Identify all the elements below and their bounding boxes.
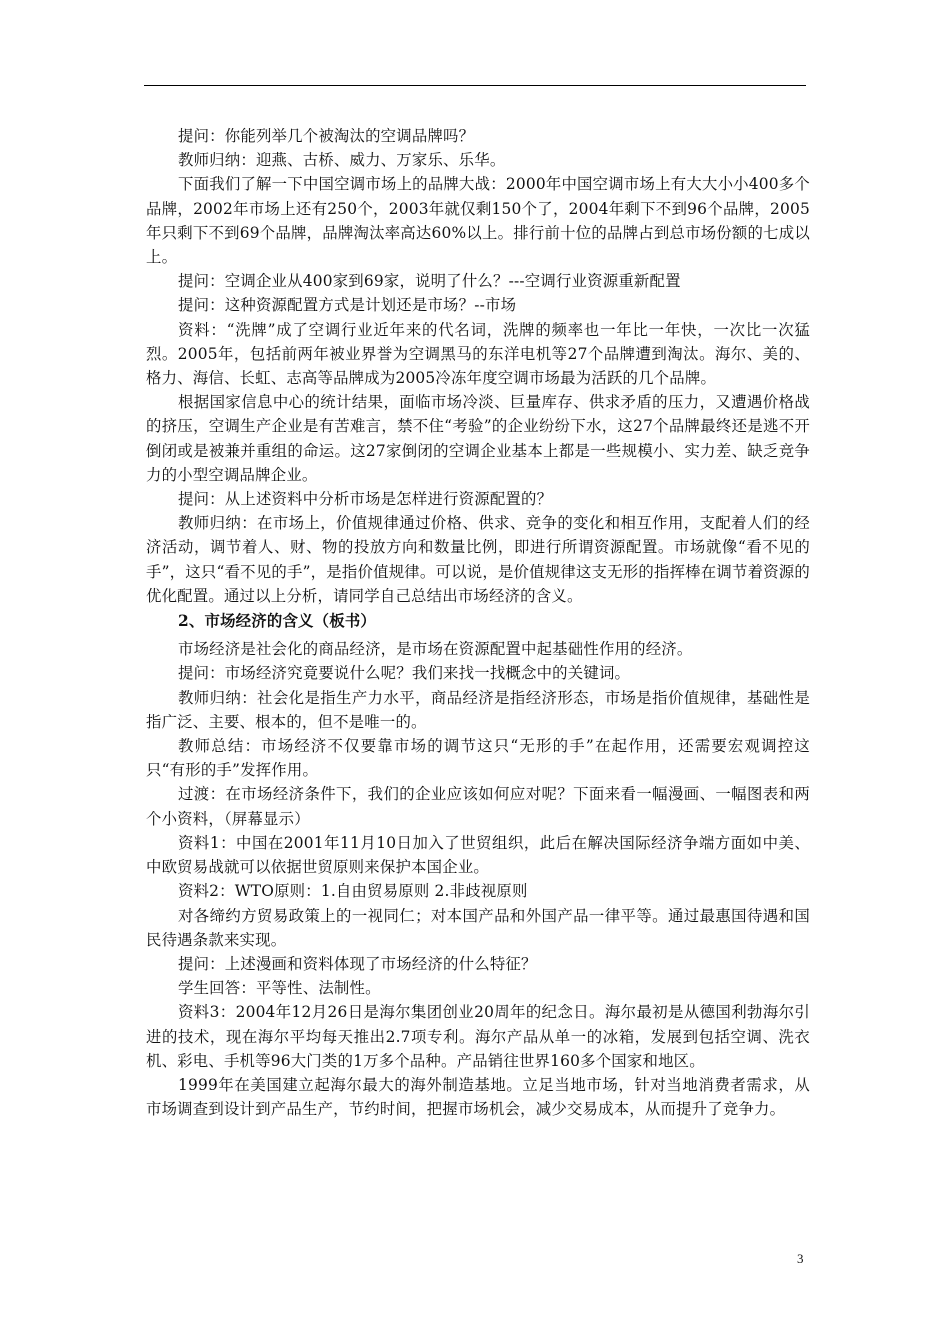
header-rule (144, 85, 806, 86)
paragraph: 教师归纳：社会化是指生产力水平，商品经济是指经济形态，市场是指价值规律，基础性是指广泛、主要、根本的，但不是唯一的。 (146, 688, 810, 731)
document-body (146, 124, 810, 1121)
paragraph: 学生回答：平等性、法制性。 (178, 979, 381, 998)
section-heading: 2、市场经济的含义（板书） (178, 612, 376, 631)
paragraph: 资料2：WTO原则：1.自由贸易原则 2.非歧视原则 (178, 882, 528, 901)
paragraph: 资料1：中国在2001年11月10日加入了世贸组织，此后在解决国际经济争端方面如中美、中欧贸易战就可以依据世贸原则来保护本国企业。 (146, 833, 810, 877)
paragraph: 提问：你能列举几个被淘汰的空调品牌吗？ (178, 127, 475, 145)
paragraph: 对各缔约方贸易政策上的一视同仁；对本国产品和外国产品一律平等。通过最惠国待遇和国民待遇条款来实现。 (146, 906, 810, 949)
paragraph: 教师总结：市场经济不仅要靠市场的调节这只“无形的手”在起作用，还需要宏观调控这只“有形的手”发挥作用。 (146, 737, 810, 780)
paragraph: 根据国家信息中心的统计结果，面临市场冷淡、巨量库存、供求矛盾的压力，又遭遇价格战的挤压，空调生产企业是有苦难言，禁不住“考验”的企业纷纷下水，这27个品牌最终还是逃不开倒闭或是被兼并重组的命运。这27家倒闭的空调企业基本上都是一些规模小、实力差、缺乏竞争力的小型空调品牌企业。 (146, 393, 810, 484)
paragraph: 提问：市场经济究竟要说什么呢？我们来找一找概念中的关键词。 (178, 664, 631, 683)
paragraph: 资料：“洗牌”成了空调行业近年来的代名词，洗牌的频率也一年比一年快，一次比一次猛烈。2005年，包括前两年被业界誉为空调黑马的东洋电机等27个品牌遭到淘汰。海尔、美的、格力、海信、长虹、志高等品牌成为2005冷冻年度空调市场最为活跃的几个品牌。 (146, 320, 810, 388)
paragraph: 提问：空调企业从400家到69家，说明了什么？---空调行业资源重新配置 (178, 272, 681, 291)
paragraph: 提问：上述漫画和资料体现了市场经济的什么特征？ (178, 954, 537, 973)
page-number: 3 (797, 1251, 804, 1266)
paragraph: 市场经济是社会化的商品经济，是市场在资源配置中起基础性作用的经济。 (178, 640, 693, 659)
paragraph: 教师归纳：在市场上，价值规律通过价格、供求、竞争的变化和相互作用，支配着人们的经济活动，调节着人、财、物的投放方向和数量比例，即进行所谓资源配置。市场就像“看不见的手”，这只“看不见的手”，是指价值规律。可以说，是价值规律这支无形的指挥棒在调节着资源的优化配置。通过以上分析，请同学自己总结出市场经济的含义。 (146, 514, 810, 605)
paragraph: 下面我们了解一下中国空调市场上的品牌大战：2000年中国空调市场上有大大小小400多个品牌，2002年市场上还有250个，2003年就仅剩150个了，2004年剩下不到96个品牌，2005年只剩下不到69个品牌，品牌淘汰率高达60%以上。排行前十位的品牌占到总市场份额的七成以上。 (146, 175, 810, 267)
paragraph: 提问：这种资源配置方式是计划还是市场？--市场 (178, 296, 517, 315)
paragraph: 1999年在美国建立起海尔最大的海外制造基地。立足当地市场，针对当地消费者需求，从市场调查到设计到产品生产，节约时间，把握市场机会，减少交易成本，从而提升了竞争力。 (146, 1075, 810, 1119)
paragraph: 提问：从上述资料中分析市场是怎样进行资源配置的？ (178, 490, 553, 509)
paragraph: 教师归纳：迎燕、古桥、威力、万家乐、乐华。 (178, 151, 506, 170)
paragraph: 过渡：在市场经济条件下，我们的企业应该如何应对呢？下面来看一幅漫画、一幅图表和两个小资料，（屏幕显示） (146, 785, 810, 828)
paragraph: 资料3：2004年12月26日是海尔集团创业20周年的纪念日。海尔最初是从德国利勃海尔引进的技术，现在海尔平均每天推出2.7项专利。海尔产品从单一的冰箱，发展到包括空调、洗衣机、彩电、手机等96大门类的1万多个品种。产品销往世界160多个国家和地区。 (146, 1003, 810, 1070)
